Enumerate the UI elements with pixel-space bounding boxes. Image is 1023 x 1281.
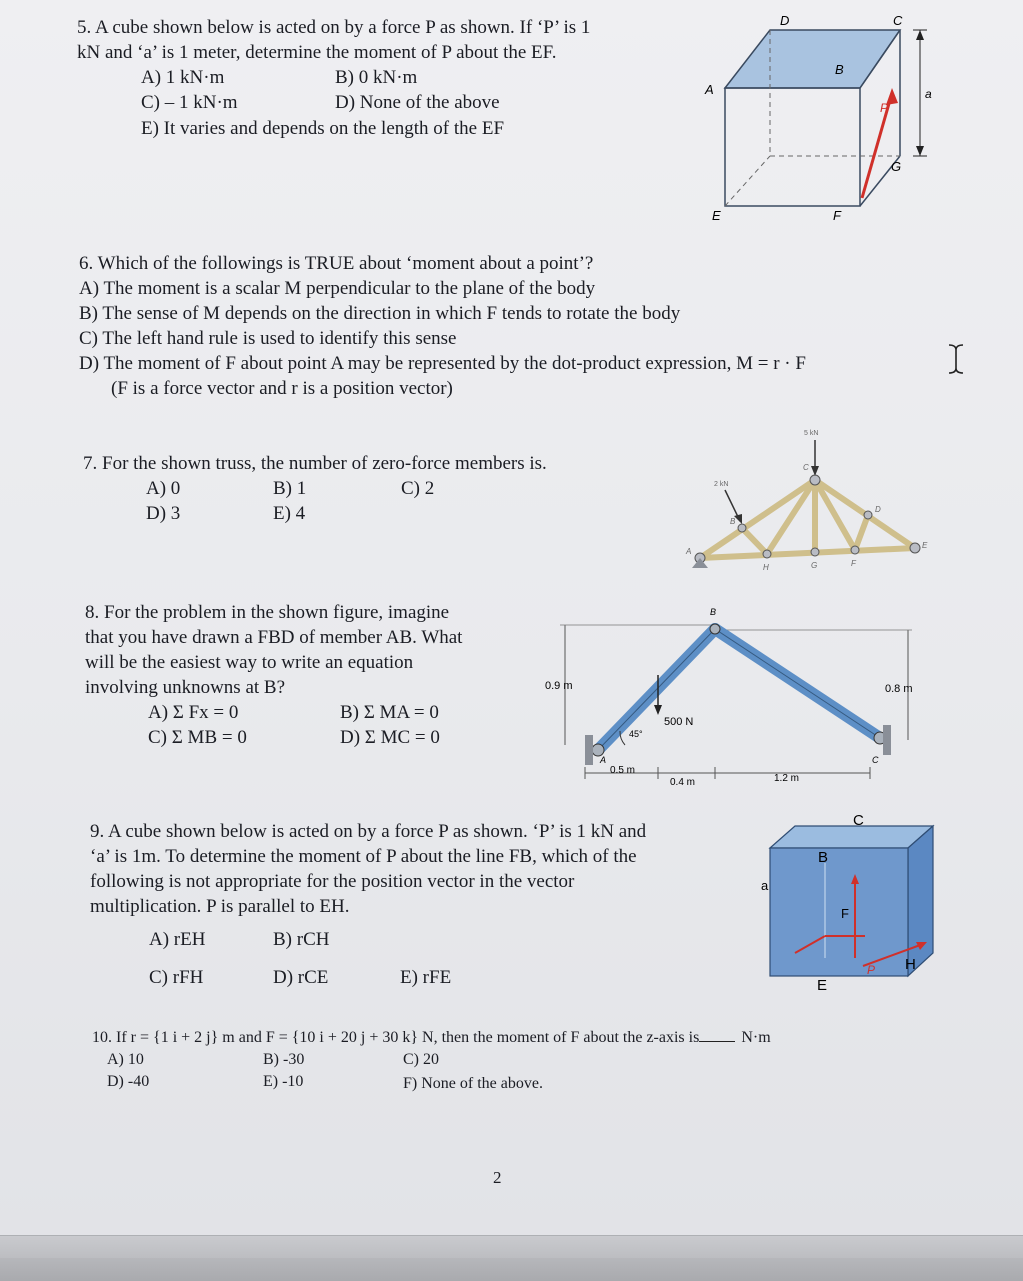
q8-label-c: C — [872, 755, 879, 765]
text-cursor-icon — [946, 343, 966, 375]
q7-label-a: A — [686, 547, 692, 556]
q9-label-b: B — [818, 849, 829, 866]
q8-label-d3: 1.2 m — [774, 773, 800, 784]
q7-label-load-left: 2 kN — [714, 481, 729, 488]
q7-option-d: D) 3 — [146, 503, 181, 524]
q5-label-b: B — [835, 62, 844, 77]
question-6 — [79, 251, 806, 401]
q8-label-angle: 45° — [629, 729, 643, 739]
q9-option-c: C) rFH — [149, 967, 204, 988]
q8-option-b: B) Σ MA = 0 — [340, 702, 439, 723]
question-8 — [85, 600, 462, 752]
q6-option-c: C) The left hand rule is used to identify this sense — [79, 328, 457, 349]
q9-label-c: C — [853, 812, 864, 829]
q5-label-g: G — [891, 159, 902, 174]
q8-frame-figure — [540, 605, 930, 790]
q9-line-4: multiplication. P is parallel to EH. — [90, 896, 350, 917]
q9-line-3: following is not appropriate for the position vector in the vector — [90, 871, 575, 892]
q7-label-d: D — [875, 505, 881, 514]
q8-line-4: involving unknowns at B? — [85, 677, 286, 698]
q5-label-f: F — [833, 208, 841, 223]
q7-option-c: C) 2 — [401, 478, 435, 499]
q6-option-a: A) The moment is a scalar M perpendicular to the plane of the body — [79, 278, 596, 299]
q10-option-a: A) 10 — [107, 1051, 144, 1068]
q7-option-e: E) 4 — [273, 503, 306, 524]
q9-label-e: E — [817, 977, 828, 993]
q7-line-1: 7. For the shown truss, the number of zero-force members is. — [83, 453, 547, 474]
q5-option-a: A) 1 kN·m — [141, 67, 225, 88]
q10-option-f: F) None of the above. — [403, 1075, 543, 1092]
q5-option-e: E) It varies and depends on the length of the EF — [141, 118, 505, 139]
q8-label-b: B — [710, 607, 717, 617]
q5-line-2: kN and ‘a’ is 1 meter, determine the moment of P about the EF. — [77, 42, 557, 63]
q7-label-load-top: 5 kN — [804, 430, 819, 437]
q9-label-f: F — [841, 906, 849, 921]
q5-label-d: D — [780, 13, 790, 28]
question-10 — [92, 1027, 922, 1095]
question-7 — [83, 451, 547, 528]
q9-line-2: ‘a’ is 1m. To determine the moment of P about the line FB, which of the — [90, 846, 637, 867]
q10-unit: N·m — [741, 1029, 771, 1046]
q8-label-h-left: 0.9 m — [545, 680, 573, 692]
q9-option-d: D) rCE — [273, 967, 329, 988]
q8-label-load: 500 N — [664, 716, 694, 728]
q5-option-c: C) – 1 kN·m — [141, 92, 238, 113]
q9-option-b: B) rCH — [273, 929, 330, 950]
q10-blank — [699, 1041, 735, 1042]
q7-option-b: B) 1 — [273, 478, 307, 499]
q9-label-h: H — [905, 956, 916, 973]
q5-label-dim-a: a — [925, 87, 932, 101]
q8-line-3: will be the easiest way to write an equation — [85, 652, 414, 673]
q8-line-1: 8. For the problem in the shown figure, imagine — [85, 602, 450, 623]
bottom-edge-shadow — [0, 1258, 1023, 1281]
q6-option-b: B) The sense of M depends on the direction in which F tends to rotate the body — [79, 303, 681, 324]
q6-option-d: D) The moment of F about point A may be represented by the dot-product expression, M = r · F — [79, 353, 806, 374]
q9-label-p: P — [867, 963, 876, 977]
q8-label-d1: 0.5 m — [610, 765, 636, 776]
q7-label-g: G — [811, 561, 818, 570]
q8-label-a: A — [600, 755, 607, 765]
q7-label-h: H — [763, 563, 769, 572]
q9-option-e: E) rFE — [400, 967, 452, 988]
q9-cube-figure — [755, 808, 945, 993]
q7-label-e: E — [922, 541, 928, 550]
q5-label-e: E — [712, 208, 721, 223]
q10-option-c: C) 20 — [403, 1051, 439, 1068]
q8-option-c: C) Σ MB = 0 — [148, 727, 247, 748]
q9-option-a: A) rEH — [149, 929, 206, 950]
q5-label-c: C — [893, 13, 903, 28]
q9-label-a: a — [761, 878, 769, 893]
q7-label-c: C — [803, 463, 809, 472]
q10-option-d: D) -40 — [107, 1073, 150, 1090]
q5-line-1: 5. A cube shown below is acted on by a force P as shown. If ‘P’ is 1 — [77, 17, 591, 38]
q6-line-1: 6. Which of the followings is TRUE about ‘moment about a point’? — [79, 253, 594, 274]
page-number: 2 — [493, 1168, 502, 1187]
q10-text: 10. If r = {1 i + 2 j} m and F = {10 i + 20 j + 30 k} N, then the moment of F about the z-axis is — [92, 1029, 700, 1046]
q5-label-a: A — [705, 82, 714, 97]
q10-option-e: E) -10 — [263, 1073, 304, 1090]
bottom-edge — [0, 1235, 1023, 1281]
q7-label-b: B — [730, 517, 736, 526]
q8-label-h-right: 0.8 m — [885, 683, 913, 695]
q8-label-d2: 0.4 m — [670, 777, 696, 788]
q8-line-2: that you have drawn a FBD of member AB. What — [85, 627, 463, 648]
q7-option-a: A) 0 — [146, 478, 181, 499]
q10-line-1 — [92, 1027, 922, 1049]
q7-label-f: F — [851, 559, 856, 568]
question-5 — [77, 15, 590, 145]
q7-truss-figure — [670, 418, 940, 578]
q8-option-d: D) Σ MC = 0 — [340, 727, 440, 748]
q10-option-b: B) -30 — [263, 1051, 305, 1068]
q9-line-1: 9. A cube shown below is acted on by a force P as shown. ‘P’ is 1 kN and — [90, 821, 647, 842]
q6-option-d-note: (F is a force vector and r is a position vector) — [111, 378, 453, 399]
q5-label-p: P — [880, 101, 889, 115]
q5-cube-figure — [695, 8, 950, 226]
q8-option-a: A) Σ Fx = 0 — [148, 702, 239, 723]
question-9 — [90, 819, 646, 989]
q5-option-b: B) 0 kN·m — [335, 67, 418, 88]
q5-option-d: D) None of the above — [335, 92, 500, 113]
